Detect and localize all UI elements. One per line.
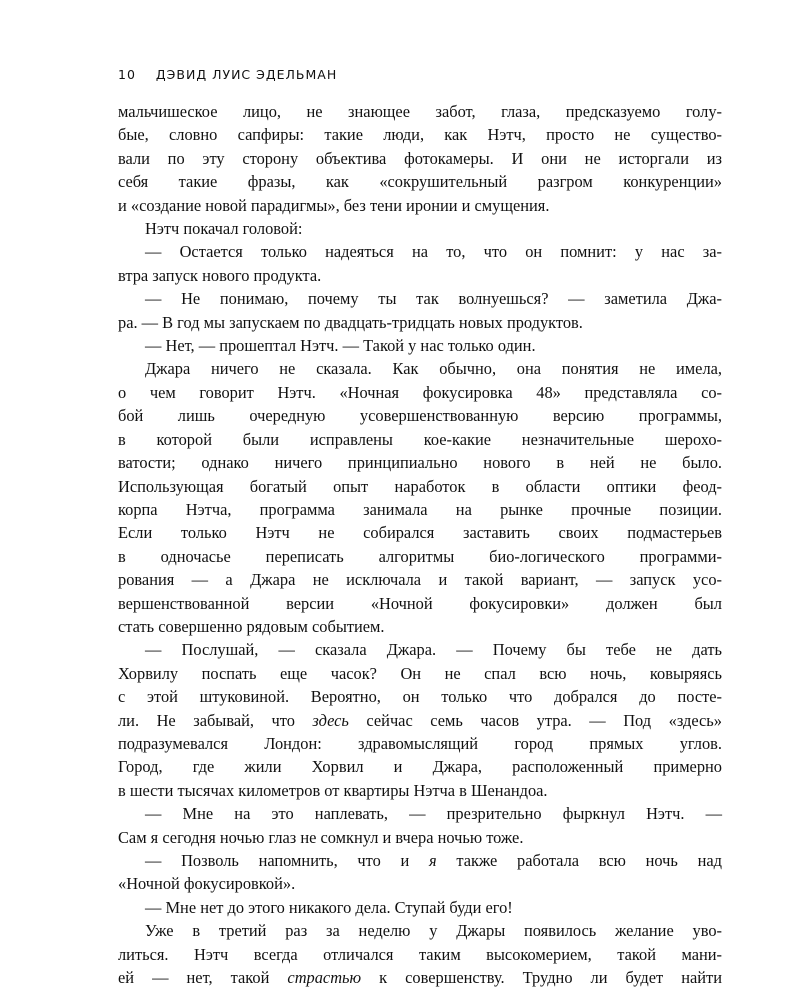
text-line: корпа Нэтча, программа занимала на рынке прочные позиции. [118,499,722,519]
text-line: вершенствованной версии «Ночной фокусировки» должен был [118,593,722,613]
text-line: ватости; однако ничего принципиально нового в ней не было. [118,453,722,473]
text-line: в шести тысячах километров от квартиры Нэтча в Шенандоа. [118,780,548,800]
text-line: рования — а Джара не исключала и такой вариант, — запуск усо- [118,570,722,590]
text-line: втра запуск нового продукта. [118,265,322,285]
text-line: «Ночной фокусировкой». [118,874,296,894]
emphasis: страстью [287,968,362,988]
text-line: — Остается только надеяться на то, что он помнит: у нас за- [145,242,722,262]
text-line: ли. Не забывай, что здесь сейчас семь часов утра. — Под «здесь» [118,710,722,730]
body-text [118,100,722,989]
text-line: Уже в третий раз за неделю у Джары появилось желание уво- [145,921,722,941]
text-line: бые, словно сапфиры: такие люди, как Нэтч, просто не существо- [118,125,722,145]
running-title: ДЭВИД ЛУИС ЭДЕЛЬМАН [155,67,338,82]
book-page [118,64,722,989]
emphasis: я [429,851,437,870]
text-line: стать совершенно рядовым событием. [118,616,385,636]
text-line: мальчишеское лицо, не знающее забот, глаза, предсказуемо голу- [118,102,722,121]
text-line: Использующая богатый опыт наработок в области оптики феод- [118,476,722,496]
text-line: — Мне на это наплевать, — презрительно фыркнул Нэтч. — [145,804,722,824]
text-line: в которой были исправлены кое-какие незначительные шерохо- [118,429,722,449]
text-line: — Мне нет до этого никакого дела. Ступай буди его! [145,897,513,917]
text-line: литься. Нэтч всегда отличался таким высокомерием, такой мани- [118,944,722,964]
text-line: с этой штуковиной. Вероятно, он только что добрался до посте- [118,687,722,707]
running-header [118,64,722,86]
text-line: Нэтч покачал головой: [145,219,303,239]
page-number: 10 [118,67,136,82]
text-line: и «создание новой парадигмы», без тени иронии и смущения. [118,195,550,215]
text-line: в одночасье переписать алгоритмы био-логического программи- [118,546,722,566]
emphasis: здесь [312,710,349,730]
text-line: себя такие фразы, как «сокрушительный разгром конкуренции» [118,172,722,192]
text-line: вали по эту сторону объектива фотокамеры. И они не исторгали из [118,148,722,168]
text-line: Джара ничего не сказала. Как обычно, она понятия не имела, [145,359,722,379]
text-line: — Нет, — прошептал Нэтч. — Такой у нас только один. [145,336,536,356]
text-line: Хорвилу поспать еще часок? Он не спал всю ночь, ковыряясь [118,663,722,683]
text-line: о чем говорит Нэтч. «Ночная фокусировка 48» представляла со- [118,382,722,402]
text-line: ра. — В год мы запускаем по двадцать-тридцать новых продуктов. [118,312,583,332]
text-line: Если только Нэтч не собирался заставить своих подмастерьев [118,523,722,543]
text-line: подразумевался Лондон: здравомыслящий город прямых углов. [118,733,722,753]
text-line: Город, где жили Хорвил и Джара, расположенный примерно [118,757,722,777]
text-line: — Позволь напомнить, что и я также работала всю ночь над [145,851,722,870]
text-line: — Послушай, — сказала Джара. — Почему бы тебе не дать [145,640,722,660]
text-line: Сам я сегодня ночью глаз не сомкнул и вчера ночью тоже. [118,827,524,847]
text-line: — Не понимаю, почему ты так волнуешься? — заметила Джа- [145,289,722,309]
text-line: ей — нет, такой страстью к совершенству. Трудно ли будет найти [118,968,722,988]
text-line: бой лишь очередную усовершенствованную версию программы, [118,406,722,426]
